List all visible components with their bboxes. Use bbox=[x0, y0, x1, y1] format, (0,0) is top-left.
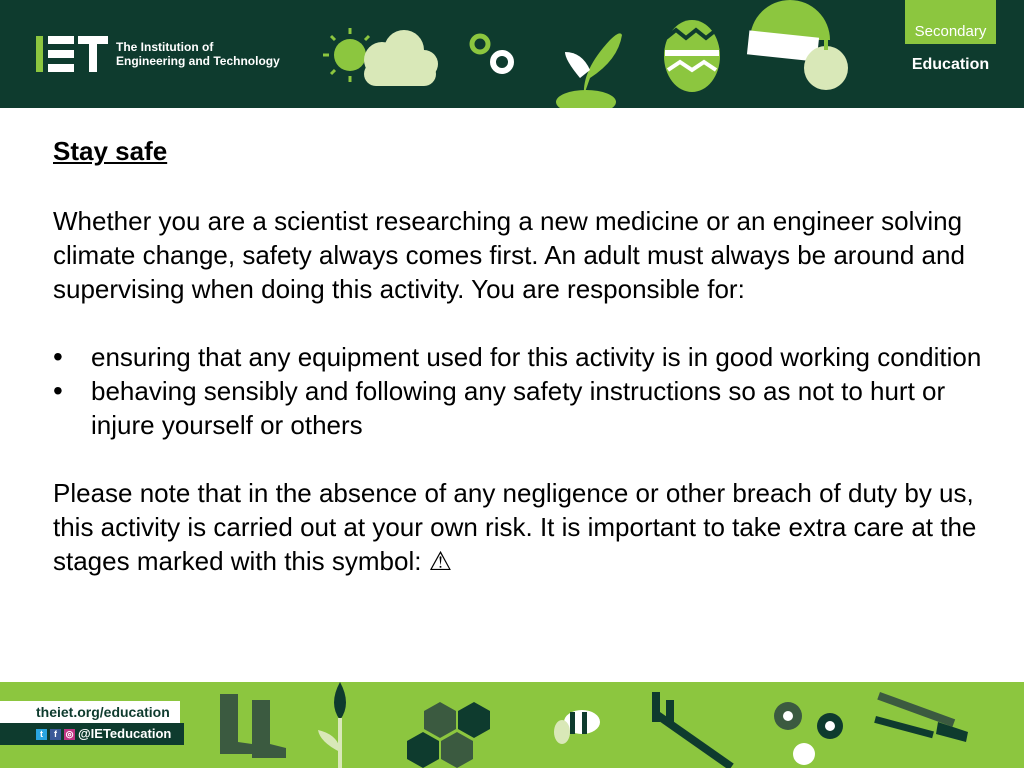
honeycomb-icon bbox=[407, 702, 490, 768]
cloud-icon bbox=[364, 30, 438, 86]
list-item-text: ensuring that any equipment used for this activity is in good working condition bbox=[91, 342, 982, 372]
header-banner bbox=[0, 0, 1024, 108]
bullet-icon: • bbox=[53, 375, 63, 406]
header-illustrations bbox=[320, 0, 860, 108]
iet-logo-mark bbox=[36, 36, 108, 72]
instagram-icon[interactable]: ◎ bbox=[65, 728, 74, 739]
logo-text-line2: Engineering and Technology bbox=[116, 54, 280, 68]
page-title: Stay safe bbox=[53, 136, 168, 166]
list-item-text: behaving sensibly and following any safety instructions so as not to hurt or injure yourself or others bbox=[91, 376, 946, 440]
facebook-icon[interactable]: f bbox=[50, 729, 61, 740]
logo-text-line1: The Institution of bbox=[116, 40, 214, 54]
flowers-icon bbox=[774, 702, 843, 765]
gears-icon bbox=[472, 36, 511, 71]
list-item bbox=[53, 374, 983, 442]
easter-egg-icon bbox=[664, 20, 720, 92]
iet-logo-text bbox=[116, 40, 280, 68]
risk-note-paragraph: Please note that in the absence of any negligence or other breach of duty by us, this activity is carried out at your own risk. It is important to take extra care at the stages marked with this symbol: ⚠ bbox=[53, 478, 977, 576]
footer-illustrations bbox=[190, 682, 1024, 768]
footer-social bbox=[0, 723, 184, 745]
plant-icon bbox=[556, 33, 622, 108]
education-label: Education bbox=[911, 56, 990, 73]
footer-url-link[interactable]: theiet.org/education bbox=[0, 701, 180, 723]
responsibility-list bbox=[53, 340, 983, 442]
twitter-icon[interactable]: t bbox=[36, 729, 47, 740]
bullet-icon: • bbox=[53, 341, 63, 372]
tulip-icon bbox=[318, 682, 346, 768]
iet-logo[interactable] bbox=[36, 36, 280, 72]
bee-icon bbox=[554, 710, 600, 744]
list-item bbox=[53, 340, 983, 374]
footer-banner bbox=[0, 682, 1024, 768]
caliper-icon bbox=[652, 692, 734, 768]
secondary-badge: Secondary bbox=[905, 0, 996, 44]
social-handle-link[interactable]: @IETeducation bbox=[78, 726, 172, 741]
boots-icon bbox=[220, 694, 286, 758]
intro-paragraph: Whether you are a scientist researching a new medicine or an engineer solving climate change, safety always comes first. An adult must always be around and supervising when doing this activity. You are responsible for: bbox=[53, 206, 965, 304]
sun-icon bbox=[323, 28, 369, 82]
main-content bbox=[53, 136, 983, 578]
garden-tools-icon bbox=[874, 692, 968, 742]
